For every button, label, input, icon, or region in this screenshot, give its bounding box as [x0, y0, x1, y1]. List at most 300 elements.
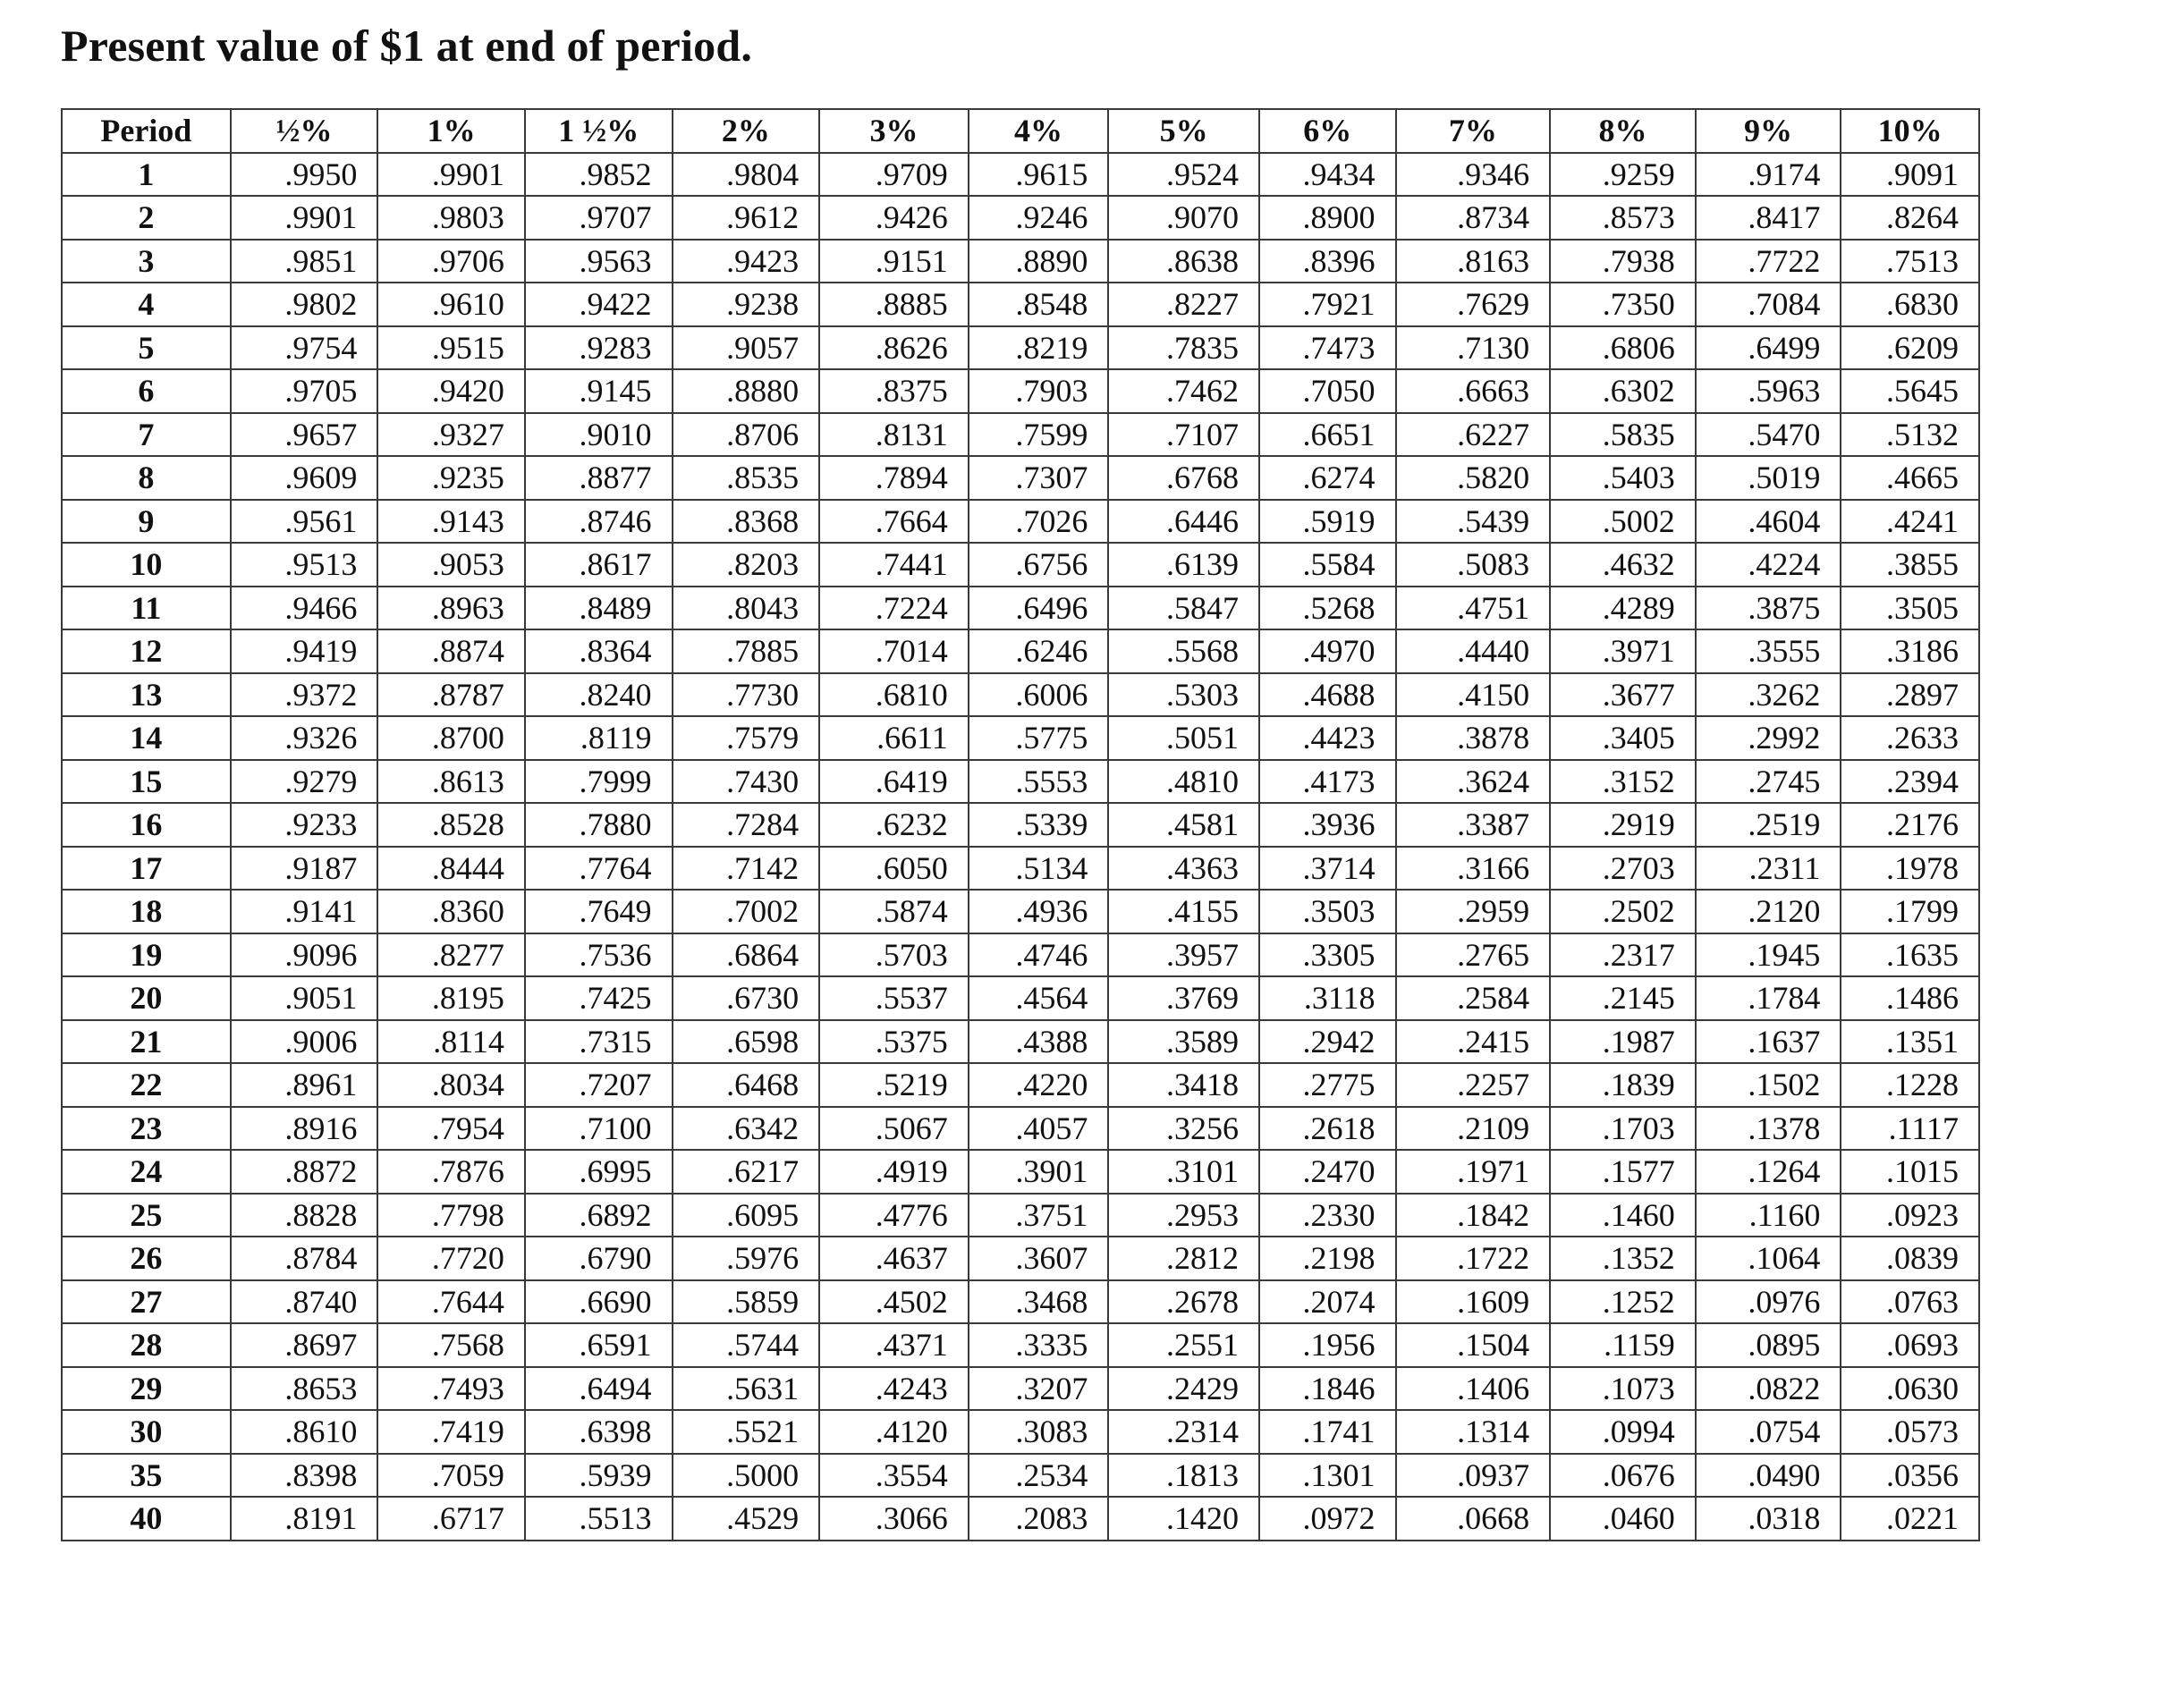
value-cell: .5775: [969, 716, 1109, 760]
value-cell: .6496: [969, 587, 1109, 630]
value-cell: .6095: [673, 1194, 820, 1237]
period-cell: 30: [62, 1410, 231, 1454]
value-cell: .5820: [1396, 456, 1551, 500]
value-cell: .9051: [231, 976, 378, 1020]
value-cell: .6006: [969, 673, 1109, 717]
value-cell: .8787: [377, 673, 525, 717]
period-cell: 14: [62, 716, 231, 760]
value-cell: .8264: [1841, 196, 1979, 240]
table-row: [62, 976, 1979, 1020]
column-header-rate: 5%: [1108, 109, 1259, 153]
table-row: [62, 240, 1979, 283]
value-cell: .2765: [1396, 933, 1551, 977]
value-cell: .3335: [969, 1323, 1109, 1367]
value-cell: .9057: [673, 326, 820, 370]
value-cell: .1264: [1696, 1150, 1841, 1194]
table-row: [62, 890, 1979, 933]
value-cell: .4155: [1108, 890, 1259, 933]
value-cell: .9238: [673, 283, 820, 326]
value-cell: .9283: [525, 326, 673, 370]
value-cell: .9372: [231, 673, 378, 717]
table-row: [62, 716, 1979, 760]
value-cell: .9561: [231, 500, 378, 544]
value-cell: .9426: [819, 196, 969, 240]
value-cell: .6690: [525, 1280, 673, 1324]
table-header-row: [62, 109, 1979, 153]
value-cell: .9612: [673, 196, 820, 240]
value-cell: .9709: [819, 153, 969, 197]
value-cell: .3769: [1108, 976, 1259, 1020]
value-cell: .1703: [1550, 1107, 1696, 1151]
value-cell: .9420: [377, 369, 525, 413]
value-cell: .2519: [1696, 803, 1841, 847]
value-cell: .7142: [673, 847, 820, 891]
value-cell: .5584: [1259, 543, 1396, 587]
value-cell: .2257: [1396, 1063, 1551, 1107]
value-cell: .7462: [1108, 369, 1259, 413]
value-cell: .7921: [1259, 283, 1396, 326]
value-cell: .6651: [1259, 413, 1396, 457]
value-cell: .8610: [231, 1410, 378, 1454]
value-cell: .5874: [819, 890, 969, 933]
value-cell: .2145: [1550, 976, 1696, 1020]
value-cell: .0763: [1841, 1280, 1979, 1324]
value-cell: .7473: [1259, 326, 1396, 370]
table-row: [62, 543, 1979, 587]
value-cell: .6611: [819, 716, 969, 760]
value-cell: .1945: [1696, 933, 1841, 977]
value-cell: .0668: [1396, 1497, 1551, 1541]
value-cell: .9705: [231, 369, 378, 413]
value-cell: .1486: [1841, 976, 1979, 1020]
column-header-rate: 4%: [969, 109, 1109, 153]
value-cell: .0460: [1550, 1497, 1696, 1541]
value-cell: .1978: [1841, 847, 1979, 891]
table-row: [62, 326, 1979, 370]
value-cell: .7107: [1108, 413, 1259, 457]
value-cell: .2109: [1396, 1107, 1551, 1151]
value-cell: .2919: [1550, 803, 1696, 847]
table-row: [62, 1497, 1979, 1541]
value-cell: .9187: [231, 847, 378, 891]
period-cell: 23: [62, 1107, 231, 1151]
value-cell: .8375: [819, 369, 969, 413]
value-cell: .9852: [525, 153, 673, 197]
value-cell: .8227: [1108, 283, 1259, 326]
value-cell: .6227: [1396, 413, 1551, 457]
period-cell: 10: [62, 543, 231, 587]
value-cell: .7720: [377, 1237, 525, 1280]
value-cell: .1971: [1396, 1150, 1551, 1194]
value-cell: .8114: [377, 1020, 525, 1064]
value-cell: .2502: [1550, 890, 1696, 933]
value-cell: .6864: [673, 933, 820, 977]
value-cell: .6663: [1396, 369, 1551, 413]
value-cell: .7644: [377, 1280, 525, 1324]
value-cell: .9802: [231, 283, 378, 326]
value-cell: .3152: [1550, 760, 1696, 804]
value-cell: .7441: [819, 543, 969, 587]
value-cell: .7536: [525, 933, 673, 977]
value-cell: .7954: [377, 1107, 525, 1151]
value-cell: .4632: [1550, 543, 1696, 587]
value-cell: .4243: [819, 1367, 969, 1411]
value-cell: .5847: [1108, 587, 1259, 630]
period-cell: 1: [62, 153, 231, 197]
page-title: Present value of $1 at end of period.: [61, 21, 753, 71]
value-cell: .8489: [525, 587, 673, 630]
value-cell: .4688: [1259, 673, 1396, 717]
value-cell: .2394: [1841, 760, 1979, 804]
value-cell: .4604: [1696, 500, 1841, 544]
value-cell: .8697: [231, 1323, 378, 1367]
value-cell: .2429: [1108, 1367, 1259, 1411]
value-cell: .9096: [231, 933, 378, 977]
value-cell: .2775: [1259, 1063, 1396, 1107]
value-cell: .1460: [1550, 1194, 1696, 1237]
value-cell: .9950: [231, 153, 378, 197]
value-cell: .6830: [1841, 283, 1979, 326]
value-cell: .1502: [1696, 1063, 1841, 1107]
value-cell: .1420: [1108, 1497, 1259, 1541]
period-cell: 5: [62, 326, 231, 370]
value-cell: .8203: [673, 543, 820, 587]
value-cell: .0895: [1696, 1323, 1841, 1367]
value-cell: .3083: [969, 1410, 1109, 1454]
value-cell: .2415: [1396, 1020, 1551, 1064]
value-cell: .9513: [231, 543, 378, 587]
value-cell: .0754: [1696, 1410, 1841, 1454]
value-cell: .7425: [525, 976, 673, 1020]
value-cell: .5019: [1696, 456, 1841, 500]
value-cell: .4224: [1696, 543, 1841, 587]
value-cell: .7207: [525, 1063, 673, 1107]
value-cell: .2330: [1259, 1194, 1396, 1237]
value-cell: .3957: [1108, 933, 1259, 977]
value-cell: .3186: [1841, 629, 1979, 673]
value-cell: .5537: [819, 976, 969, 1020]
value-cell: .7885: [673, 629, 820, 673]
value-cell: .8734: [1396, 196, 1551, 240]
value-cell: .4423: [1259, 716, 1396, 760]
value-cell: .0994: [1550, 1410, 1696, 1454]
table-row: [62, 1063, 1979, 1107]
value-cell: .0976: [1696, 1280, 1841, 1324]
value-cell: .6598: [673, 1020, 820, 1064]
value-cell: .0676: [1550, 1454, 1696, 1498]
value-cell: .9145: [525, 369, 673, 413]
value-cell: .7002: [673, 890, 820, 933]
value-cell: .5976: [673, 1237, 820, 1280]
value-cell: .9563: [525, 240, 673, 283]
value-cell: .9326: [231, 716, 378, 760]
value-cell: .8828: [231, 1194, 378, 1237]
value-cell: .9901: [231, 196, 378, 240]
value-cell: .1352: [1550, 1237, 1696, 1280]
value-cell: .5134: [969, 847, 1109, 891]
value-cell: .1314: [1396, 1410, 1551, 1454]
value-cell: .6717: [377, 1497, 525, 1541]
value-cell: .9053: [377, 543, 525, 587]
value-cell: .4150: [1396, 673, 1551, 717]
value-cell: .5439: [1396, 500, 1551, 544]
value-cell: .9804: [673, 153, 820, 197]
period-cell: 17: [62, 847, 231, 891]
column-header-rate: 10%: [1841, 109, 1979, 153]
value-cell: .8528: [377, 803, 525, 847]
value-cell: .7014: [819, 629, 969, 673]
value-cell: .2120: [1696, 890, 1841, 933]
value-cell: .5521: [673, 1410, 820, 1454]
value-cell: .7284: [673, 803, 820, 847]
value-cell: .4665: [1841, 456, 1979, 500]
value-cell: .5000: [673, 1454, 820, 1498]
value-cell: .6591: [525, 1323, 673, 1367]
value-cell: .4388: [969, 1020, 1109, 1064]
value-cell: .0972: [1259, 1497, 1396, 1541]
value-cell: .1784: [1696, 976, 1841, 1020]
value-cell: .8961: [231, 1063, 378, 1107]
value-cell: .6499: [1696, 326, 1841, 370]
value-cell: .7059: [377, 1454, 525, 1498]
value-cell: .8877: [525, 456, 673, 500]
value-cell: .3624: [1396, 760, 1551, 804]
value-cell: .6730: [673, 976, 820, 1020]
value-cell: .7730: [673, 673, 820, 717]
value-cell: .1351: [1841, 1020, 1979, 1064]
period-cell: 35: [62, 1454, 231, 1498]
value-cell: .7315: [525, 1020, 673, 1064]
value-cell: .9174: [1696, 153, 1841, 197]
column-header-rate: 2%: [673, 109, 820, 153]
value-cell: .9327: [377, 413, 525, 457]
value-cell: .4289: [1550, 587, 1696, 630]
value-cell: .9259: [1550, 153, 1696, 197]
value-cell: .5339: [969, 803, 1109, 847]
value-cell: .8613: [377, 760, 525, 804]
value-cell: .7579: [673, 716, 820, 760]
value-cell: .1846: [1259, 1367, 1396, 1411]
value-cell: .2703: [1550, 847, 1696, 891]
value-cell: .5919: [1259, 500, 1396, 544]
period-cell: 22: [62, 1063, 231, 1107]
value-cell: .7430: [673, 760, 820, 804]
table-row: [62, 673, 1979, 717]
period-cell: 7: [62, 413, 231, 457]
value-cell: .7629: [1396, 283, 1551, 326]
value-cell: .7903: [969, 369, 1109, 413]
value-cell: .7493: [377, 1367, 525, 1411]
value-cell: .8417: [1696, 196, 1841, 240]
value-cell: .6790: [525, 1237, 673, 1280]
table-row: [62, 847, 1979, 891]
value-cell: .2176: [1841, 803, 1979, 847]
value-cell: .3936: [1259, 803, 1396, 847]
value-cell: .7224: [819, 587, 969, 630]
value-cell: .0573: [1841, 1410, 1979, 1454]
value-cell: .8535: [673, 456, 820, 500]
table-row: [62, 456, 1979, 500]
value-cell: .2633: [1841, 716, 1979, 760]
value-cell: .8740: [231, 1280, 378, 1324]
value-cell: .7722: [1696, 240, 1841, 283]
period-cell: 25: [62, 1194, 231, 1237]
value-cell: .5067: [819, 1107, 969, 1151]
value-cell: .3855: [1841, 543, 1979, 587]
value-cell: .0221: [1841, 1497, 1979, 1541]
period-cell: 18: [62, 890, 231, 933]
value-cell: .1839: [1550, 1063, 1696, 1107]
value-cell: .7764: [525, 847, 673, 891]
value-cell: .9419: [231, 629, 378, 673]
value-cell: .7938: [1550, 240, 1696, 283]
value-cell: .7307: [969, 456, 1109, 500]
value-cell: .8364: [525, 629, 673, 673]
value-cell: .9235: [377, 456, 525, 500]
value-cell: .9609: [231, 456, 378, 500]
value-cell: .2584: [1396, 976, 1551, 1020]
value-cell: .7026: [969, 500, 1109, 544]
value-cell: .4220: [969, 1063, 1109, 1107]
value-cell: .1117: [1841, 1107, 1979, 1151]
value-cell: .9422: [525, 283, 673, 326]
value-cell: .1741: [1259, 1410, 1396, 1454]
column-header-rate: 7%: [1396, 109, 1551, 153]
value-cell: .8638: [1108, 240, 1259, 283]
value-cell: .5083: [1396, 543, 1551, 587]
value-cell: .2470: [1259, 1150, 1396, 1194]
value-cell: .9010: [525, 413, 673, 457]
value-cell: .3418: [1108, 1063, 1259, 1107]
table-row: [62, 500, 1979, 544]
value-cell: .8746: [525, 500, 673, 544]
period-cell: 20: [62, 976, 231, 1020]
column-header-rate: 1%: [377, 109, 525, 153]
value-cell: .6468: [673, 1063, 820, 1107]
value-cell: .8885: [819, 283, 969, 326]
table-row: [62, 1367, 1979, 1411]
period-cell: 19: [62, 933, 231, 977]
value-cell: .9466: [231, 587, 378, 630]
value-cell: .1504: [1396, 1323, 1551, 1367]
value-cell: .1799: [1841, 890, 1979, 933]
value-cell: .3305: [1259, 933, 1396, 977]
value-cell: .4810: [1108, 760, 1259, 804]
value-cell: .5375: [819, 1020, 969, 1064]
value-cell: .3468: [969, 1280, 1109, 1324]
value-cell: .2198: [1259, 1237, 1396, 1280]
table-row: [62, 1454, 1979, 1498]
period-cell: 4: [62, 283, 231, 326]
value-cell: .3387: [1396, 803, 1551, 847]
value-cell: .8617: [525, 543, 673, 587]
value-cell: .8398: [231, 1454, 378, 1498]
value-cell: .3589: [1108, 1020, 1259, 1064]
value-cell: .7599: [969, 413, 1109, 457]
value-cell: .3677: [1550, 673, 1696, 717]
value-cell: .0318: [1696, 1497, 1841, 1541]
value-cell: .8191: [231, 1497, 378, 1541]
table-row: [62, 1020, 1979, 1064]
value-cell: .1406: [1396, 1367, 1551, 1411]
value-cell: .3555: [1696, 629, 1841, 673]
value-cell: .3607: [969, 1237, 1109, 1280]
value-cell: .7798: [377, 1194, 525, 1237]
value-cell: .6419: [819, 760, 969, 804]
value-cell: .3256: [1108, 1107, 1259, 1151]
value-cell: .5859: [673, 1280, 820, 1324]
value-cell: .6217: [673, 1150, 820, 1194]
value-cell: .0822: [1696, 1367, 1841, 1411]
value-cell: .8043: [673, 587, 820, 630]
value-cell: .5268: [1259, 587, 1396, 630]
value-cell: .4502: [819, 1280, 969, 1324]
value-cell: .5051: [1108, 716, 1259, 760]
value-cell: .4241: [1841, 500, 1979, 544]
value-cell: .3901: [969, 1150, 1109, 1194]
value-cell: .3751: [969, 1194, 1109, 1237]
value-cell: .9246: [969, 196, 1109, 240]
value-cell: .4751: [1396, 587, 1551, 630]
value-cell: .3971: [1550, 629, 1696, 673]
value-cell: .8368: [673, 500, 820, 544]
column-header-rate: ½%: [231, 109, 378, 153]
value-cell: .1813: [1108, 1454, 1259, 1498]
period-cell: 28: [62, 1323, 231, 1367]
table-row: [62, 1237, 1979, 1280]
value-cell: .5703: [819, 933, 969, 977]
table-row: [62, 587, 1979, 630]
value-cell: .8396: [1259, 240, 1396, 283]
value-cell: .1073: [1550, 1367, 1696, 1411]
value-cell: .6342: [673, 1107, 820, 1151]
column-header-rate: 3%: [819, 109, 969, 153]
value-cell: .9423: [673, 240, 820, 283]
value-cell: .2745: [1696, 760, 1841, 804]
table-row: [62, 153, 1979, 197]
table-row: [62, 369, 1979, 413]
value-cell: .6756: [969, 543, 1109, 587]
value-cell: .8784: [231, 1237, 378, 1280]
value-cell: .9803: [377, 196, 525, 240]
value-cell: .8653: [231, 1367, 378, 1411]
value-cell: .3166: [1396, 847, 1551, 891]
period-cell: 11: [62, 587, 231, 630]
value-cell: .2074: [1259, 1280, 1396, 1324]
value-cell: .6446: [1108, 500, 1259, 544]
value-cell: .5470: [1696, 413, 1841, 457]
value-cell: .3878: [1396, 716, 1551, 760]
value-cell: .6768: [1108, 456, 1259, 500]
table-row: [62, 1410, 1979, 1454]
period-cell: 6: [62, 369, 231, 413]
value-cell: .8880: [673, 369, 820, 413]
period-cell: 29: [62, 1367, 231, 1411]
value-cell: .9233: [231, 803, 378, 847]
period-cell: 3: [62, 240, 231, 283]
value-cell: .3207: [969, 1367, 1109, 1411]
column-header-rate: 1 ½%: [525, 109, 673, 153]
value-cell: .9091: [1841, 153, 1979, 197]
value-cell: .5303: [1108, 673, 1259, 717]
table-row: [62, 933, 1979, 977]
value-cell: .3066: [819, 1497, 969, 1541]
value-cell: .8240: [525, 673, 673, 717]
table-row: [62, 1150, 1979, 1194]
period-cell: 40: [62, 1497, 231, 1541]
value-cell: .2959: [1396, 890, 1551, 933]
value-cell: .3101: [1108, 1150, 1259, 1194]
